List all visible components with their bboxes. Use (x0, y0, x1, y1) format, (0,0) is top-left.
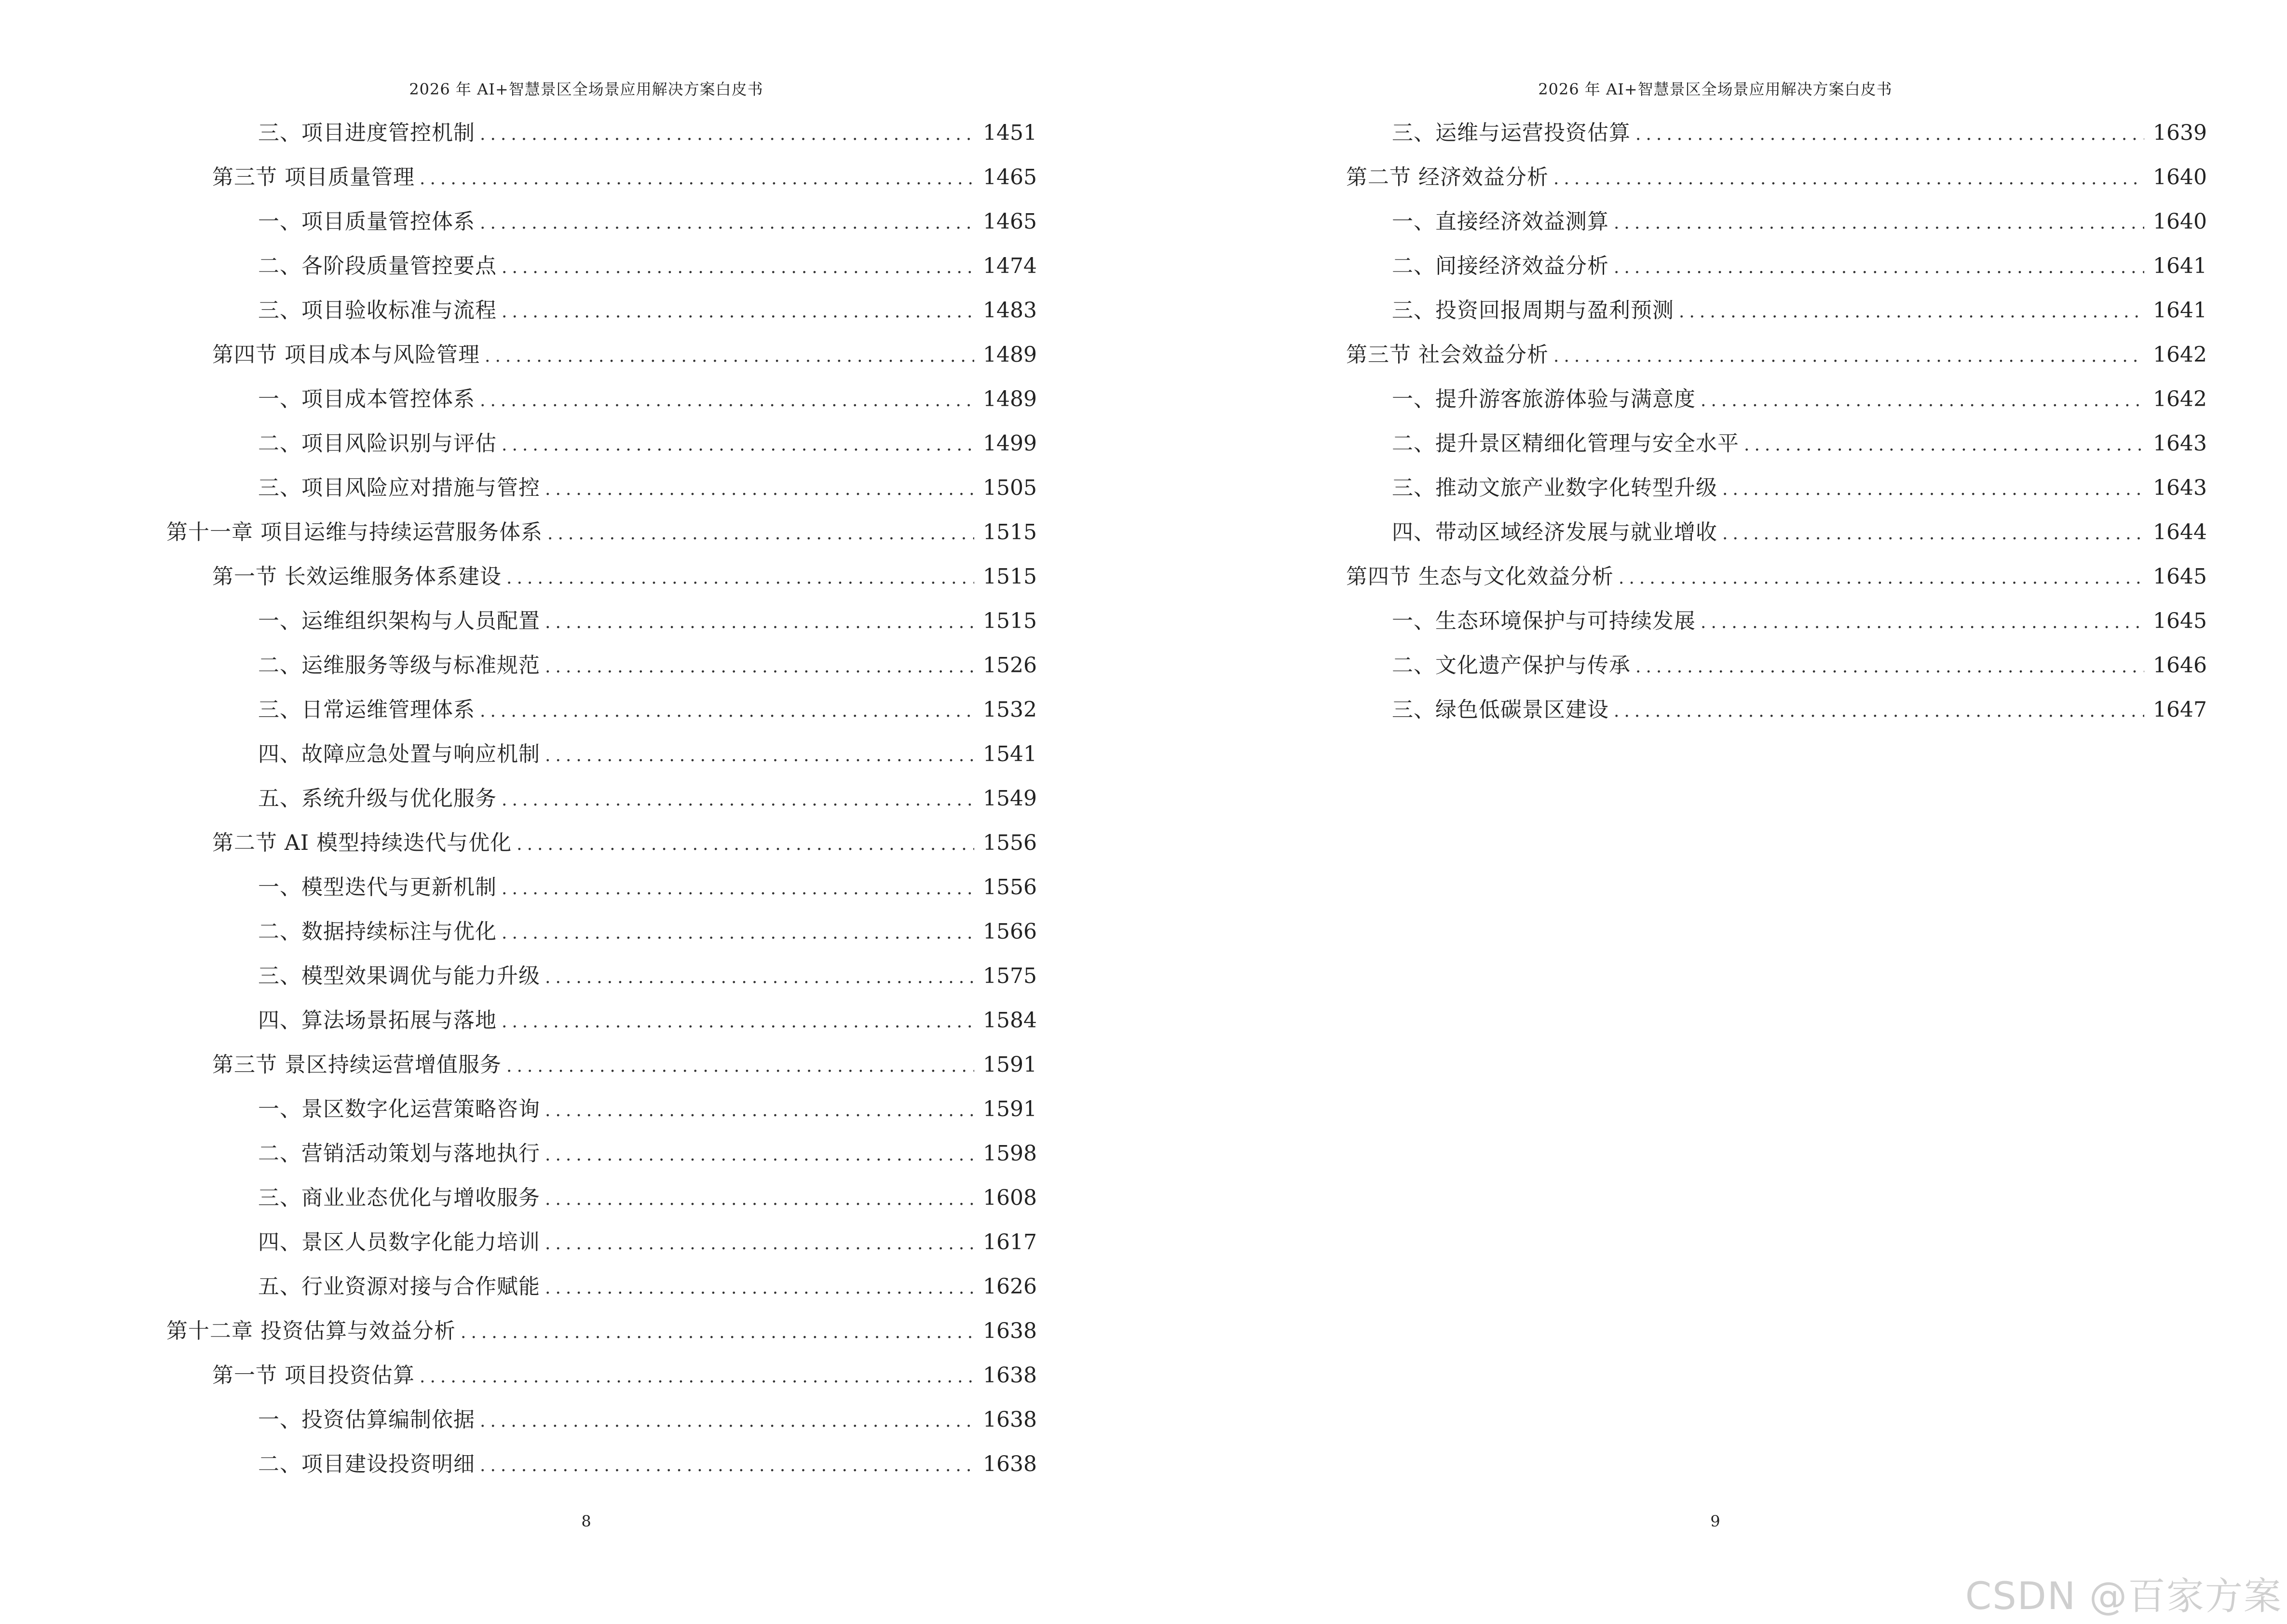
toc-leader-dots (1614, 201, 2144, 246)
toc-entry[interactable] (166, 555, 1037, 599)
toc-entry-title: 三、日常运维管理体系 (258, 697, 475, 722)
toc-entry-title: 三、项目风险应对措施与管控 (258, 476, 540, 500)
page-header: 2026 年 AI+智慧景区全场景应用解决方案白皮书 (409, 80, 763, 98)
toc-entry-page: 1591 (983, 1052, 1037, 1077)
toc-entry-page: 1549 (983, 786, 1037, 811)
toc-entry-page: 1647 (2153, 697, 2207, 722)
toc-entry-page: 1638 (983, 1319, 1037, 1343)
toc-leader-dots (480, 1399, 974, 1444)
toc-entry-page: 1639 (2153, 121, 2207, 145)
toc-leader-dots (502, 1000, 974, 1044)
page-number: 8 (581, 1512, 591, 1530)
toc-entry[interactable] (166, 422, 1037, 466)
toc-entry[interactable] (166, 288, 1037, 333)
toc-entry[interactable] (1346, 333, 2207, 377)
toc-leader-dots (480, 379, 974, 423)
toc-entry[interactable] (166, 200, 1037, 244)
table-of-contents (166, 111, 1037, 1487)
toc-entry[interactable] (1346, 288, 2207, 333)
toc-entry-title: 二、项目风险识别与评估 (258, 431, 497, 456)
toc-leader-dots (1619, 556, 2144, 600)
toc-leader-dots (545, 734, 974, 778)
toc-entry[interactable] (166, 910, 1037, 954)
toc-entry-page: 1465 (983, 209, 1037, 234)
toc-entry-title: 第二节 经济效益分析 (1346, 165, 1549, 190)
toc-entry-title: 四、故障应急处置与响应机制 (258, 742, 540, 766)
toc-leader-dots (506, 1044, 974, 1089)
toc-leader-dots (545, 645, 974, 689)
toc-leader-dots (1553, 334, 2144, 379)
toc-entry-page: 1608 (983, 1186, 1037, 1210)
toc-entry-title: 第二节 AI 模型持续迭代与优化 (212, 831, 512, 855)
toc-leader-dots (485, 334, 974, 379)
toc-entry-page: 1556 (983, 831, 1037, 855)
toc-leader-dots (547, 512, 974, 556)
toc-entry-title: 二、间接经济效益分析 (1392, 254, 1609, 278)
toc-leader-dots (545, 1089, 974, 1133)
toc-leader-dots (545, 600, 974, 645)
toc-entry-title: 一、投资估算编制依据 (258, 1407, 475, 1432)
toc-entry[interactable] (166, 599, 1037, 643)
toc-entry-page: 1465 (983, 165, 1037, 190)
toc-entry-page: 1515 (983, 564, 1037, 589)
toc-entry[interactable] (166, 821, 1037, 865)
toc-entry-page: 1584 (983, 1008, 1037, 1033)
toc-entry-title: 二、数据持续标注与优化 (258, 919, 497, 944)
toc-entry-page: 1642 (2153, 387, 2207, 411)
toc-entry-page: 1556 (983, 875, 1037, 900)
toc-entry-page: 1638 (983, 1363, 1037, 1388)
toc-leader-dots (1614, 689, 2144, 734)
toc-leader-dots (502, 290, 974, 334)
toc-entry[interactable] (166, 865, 1037, 910)
toc-entry[interactable] (166, 732, 1037, 777)
toc-entry-title: 一、运维组织架构与人员配置 (258, 609, 540, 633)
toc-entry-page: 1526 (983, 653, 1037, 678)
toc-leader-dots (1701, 600, 2144, 645)
toc-entry[interactable] (166, 777, 1037, 821)
toc-entry-title: 第一节 项目投资估算 (212, 1363, 415, 1388)
toc-entry[interactable] (1346, 244, 2207, 288)
page-header: 2026 年 AI+智慧景区全场景应用解决方案白皮书 (1538, 80, 1892, 98)
toc-entry-title: 一、提升游客旅游体验与满意度 (1392, 387, 1696, 411)
toc-entry[interactable] (1346, 466, 2207, 510)
toc-entry[interactable] (166, 377, 1037, 422)
toc-leader-dots (502, 867, 974, 911)
toc-entry-page: 1638 (983, 1452, 1037, 1476)
toc-entry-page: 1643 (2153, 476, 2207, 500)
toc-entry[interactable] (166, 643, 1037, 688)
toc-entry-page: 1505 (983, 476, 1037, 500)
toc-entry[interactable] (166, 1220, 1037, 1265)
toc-entry-title: 三、项目验收标准与流程 (258, 298, 497, 323)
toc-entry-page: 1591 (983, 1097, 1037, 1121)
toc-entry-title: 一、景区数字化运营策略咨询 (258, 1097, 540, 1121)
toc-entry-page: 1489 (983, 387, 1037, 411)
toc-leader-dots (1635, 112, 2144, 157)
toc-entry-page: 1451 (983, 121, 1037, 145)
toc-entry-page: 1515 (983, 520, 1037, 545)
toc-entry-page: 1489 (983, 342, 1037, 367)
toc-entry-page: 1640 (2153, 165, 2207, 190)
toc-entry-title: 第四节 生态与文化效益分析 (1346, 564, 1614, 589)
toc-entry-page: 1532 (983, 697, 1037, 722)
toc-entry[interactable] (166, 1309, 1037, 1353)
toc-entry-title: 第三节 景区持续运营增值服务 (212, 1052, 502, 1077)
toc-entry-title: 三、绿色低碳景区建设 (1392, 697, 1609, 722)
right-page (1144, 0, 2287, 1624)
toc-entry-page: 1642 (2153, 342, 2207, 367)
toc-entry-page: 1638 (983, 1407, 1037, 1432)
toc-leader-dots (517, 822, 974, 867)
toc-entry-page: 1617 (983, 1230, 1037, 1255)
toc-leader-dots (420, 1355, 974, 1399)
toc-entry[interactable] (166, 244, 1037, 288)
toc-entry[interactable] (1346, 422, 2207, 466)
page-number: 9 (1710, 1512, 1720, 1530)
toc-entry[interactable] (166, 155, 1037, 200)
toc-entry-page: 1645 (2153, 564, 2207, 589)
toc-entry[interactable] (1346, 555, 2207, 599)
toc-entry-title: 二、运维服务等级与标准规范 (258, 653, 540, 678)
toc-leader-dots (1635, 645, 2144, 689)
toc-entry[interactable] (166, 333, 1037, 377)
toc-leader-dots (545, 1133, 974, 1177)
toc-entry-page: 1641 (2153, 254, 2207, 278)
watermark: CSDN @百家方案 (1965, 1575, 2282, 1618)
toc-entry[interactable] (166, 998, 1037, 1043)
toc-leader-dots (545, 467, 974, 512)
toc-entry-title: 一、项目质量管控体系 (258, 209, 475, 234)
toc-entry[interactable] (166, 466, 1037, 510)
toc-entry[interactable] (166, 1087, 1037, 1132)
toc-entry-page: 1483 (983, 298, 1037, 323)
toc-entry-title: 二、营销活动策划与落地执行 (258, 1141, 540, 1166)
toc-entry[interactable] (166, 510, 1037, 555)
toc-entry-page: 1646 (2153, 653, 2207, 678)
toc-leader-dots (502, 911, 974, 955)
toc-entry-page: 1645 (2153, 609, 2207, 633)
toc-entry-title: 三、投资回报周期与盈利预测 (1392, 298, 1674, 323)
toc-leader-dots (420, 157, 974, 201)
toc-entry[interactable] (1346, 155, 2207, 200)
toc-entry-page: 1641 (2153, 298, 2207, 323)
toc-leader-dots (545, 1177, 974, 1222)
toc-entry-page: 1541 (983, 742, 1037, 766)
toc-leader-dots (545, 955, 974, 1000)
toc-entry[interactable] (166, 1353, 1037, 1398)
toc-entry-title: 四、带动区域经济发展与就业增收 (1392, 520, 1717, 545)
toc-entry-title: 第四节 项目成本与风险管理 (212, 342, 480, 367)
toc-leader-dots (1722, 512, 2144, 556)
toc-entry-title: 第三节 社会效益分析 (1346, 342, 1549, 367)
toc-entry[interactable] (166, 1442, 1037, 1487)
toc-entry[interactable] (166, 1132, 1037, 1176)
toc-leader-dots (480, 112, 974, 157)
toc-entry-title: 三、推动文旅产业数字化转型升级 (1392, 476, 1717, 500)
toc-entry-title: 三、项目进度管控机制 (258, 121, 475, 145)
toc-entry-title: 一、模型迭代与更新机制 (258, 875, 497, 900)
toc-leader-dots (480, 1444, 974, 1488)
toc-entry[interactable] (1346, 200, 2207, 244)
toc-entry-page: 1644 (2153, 520, 2207, 545)
toc-entry-title: 三、商业业态优化与增收服务 (258, 1186, 540, 1210)
toc-entry-page: 1566 (983, 919, 1037, 944)
toc-entry-page: 1598 (983, 1141, 1037, 1166)
toc-leader-dots (502, 423, 974, 467)
toc-entry-title: 第十二章 投资估算与效益分析 (166, 1319, 456, 1343)
toc-leader-dots (480, 689, 974, 734)
toc-entry-title: 一、项目成本管控体系 (258, 387, 475, 411)
toc-entry-page: 1643 (2153, 431, 2207, 456)
toc-entry-title: 二、提升景区精细化管理与安全水平 (1392, 431, 1739, 456)
toc-entry-page: 1474 (983, 254, 1037, 278)
toc-leader-dots (1722, 467, 2144, 512)
toc-leader-dots (1701, 379, 2144, 423)
toc-leader-dots (506, 556, 974, 600)
toc-entry[interactable] (166, 1398, 1037, 1442)
toc-leader-dots (1553, 157, 2144, 201)
toc-entry[interactable] (1346, 599, 2207, 643)
toc-entry-title: 第三节 项目质量管理 (212, 165, 415, 190)
toc-leader-dots (1744, 423, 2144, 467)
toc-entry[interactable] (1346, 111, 2207, 155)
toc-leader-dots (461, 1310, 974, 1355)
toc-entry-title: 二、项目建设投资明细 (258, 1452, 475, 1476)
toc-leader-dots (502, 778, 974, 822)
toc-entry[interactable] (166, 954, 1037, 998)
toc-entry-title: 四、景区人员数字化能力培训 (258, 1230, 540, 1255)
toc-entry[interactable] (1346, 643, 2207, 688)
toc-entry-title: 五、行业资源对接与合作赋能 (258, 1274, 540, 1299)
toc-entry[interactable] (1346, 688, 2207, 732)
toc-entry[interactable] (1346, 377, 2207, 422)
toc-entry-title: 三、模型效果调优与能力升级 (258, 964, 540, 988)
toc-entry-page: 1515 (983, 609, 1037, 633)
table-of-contents (1346, 111, 2207, 732)
toc-entry-title: 二、各阶段质量管控要点 (258, 254, 497, 278)
toc-entry[interactable] (166, 111, 1037, 155)
toc-entry-page: 1626 (983, 1274, 1037, 1299)
toc-entry-title: 第一节 长效运维服务体系建设 (212, 564, 502, 589)
toc-entry-title: 一、生态环境保护与可持续发展 (1392, 609, 1696, 633)
toc-entry-title: 三、运维与运营投资估算 (1392, 121, 1631, 145)
toc-entry[interactable] (166, 1176, 1037, 1220)
toc-entry-title: 四、算法场景拓展与落地 (258, 1008, 497, 1033)
toc-leader-dots (545, 1222, 974, 1266)
toc-leader-dots (1614, 246, 2144, 290)
toc-leader-dots (545, 1266, 974, 1310)
toc-entry-page: 1640 (2153, 209, 2207, 234)
toc-entry-title: 一、直接经济效益测算 (1392, 209, 1609, 234)
toc-entry-page: 1575 (983, 964, 1037, 988)
toc-leader-dots (480, 201, 974, 246)
toc-entry[interactable] (1346, 510, 2207, 555)
toc-leader-dots (1679, 290, 2144, 334)
toc-entry[interactable] (166, 688, 1037, 732)
toc-entry-page: 1499 (983, 431, 1037, 456)
toc-entry-title: 第十一章 项目运维与持续运营服务体系 (166, 520, 543, 545)
toc-leader-dots (502, 246, 974, 290)
toc-entry[interactable] (166, 1265, 1037, 1309)
toc-entry-title: 二、文化遗产保护与传承 (1392, 653, 1631, 678)
toc-entry[interactable] (166, 1043, 1037, 1087)
toc-entry-title: 五、系统升级与优化服务 (258, 786, 497, 811)
